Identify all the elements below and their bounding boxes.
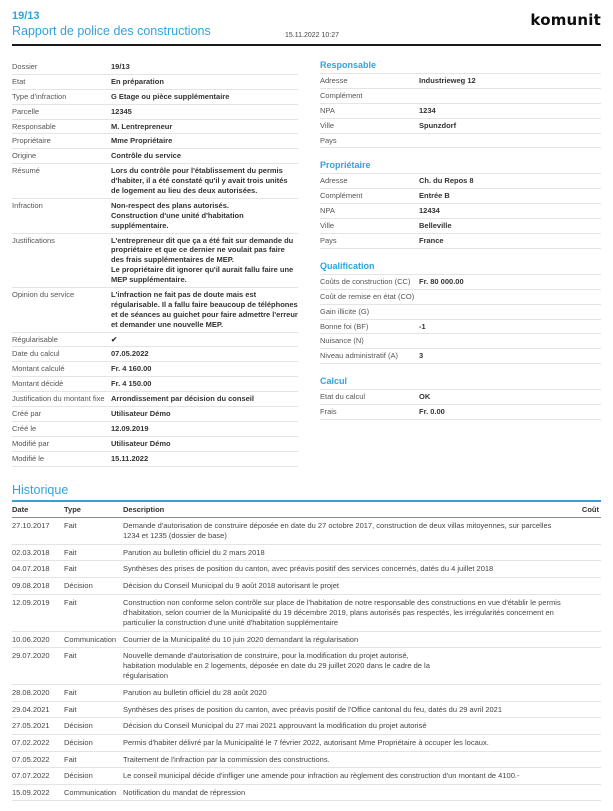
- history-type: Communication: [64, 631, 123, 648]
- field-label: Propriétaire: [12, 136, 51, 146]
- field-label: Coût de remise en état (CO): [320, 291, 415, 301]
- history-row: [12, 768, 601, 785]
- section-fields: [320, 390, 601, 420]
- field-value: [419, 292, 601, 302]
- field-row: [12, 347, 298, 362]
- field-value: M. Lentrepreneur: [111, 121, 173, 131]
- field-value: 15.11.2022: [111, 453, 149, 463]
- history-row: [12, 544, 601, 561]
- field-label: Créé le: [12, 423, 37, 433]
- history-description: Courrier de la Municipalité du 10 juin 2020 demandant la régularisation: [123, 631, 565, 648]
- field-value: En préparation: [111, 76, 164, 86]
- history-description: Synthèses des prises de position du canton, avec préavis positif de l'Office cantonal du feu, datés du 29 avril 2021: [123, 701, 565, 718]
- field-row: [320, 189, 601, 204]
- history-cost: [565, 561, 601, 578]
- info-section: [320, 261, 601, 364]
- field-value: Fr. 4 150.00: [111, 379, 152, 389]
- field-row: [12, 234, 298, 288]
- col-header-cost: Coût: [565, 502, 601, 518]
- history-description: Nouvelle demande d'autorisation de construire, pour la modification du projet autorisé, habitation modulable en 2 logements, déposée en date du 29 juillet 2020 dans le cadre de la régularisation: [123, 648, 565, 685]
- history-type: Fait: [64, 594, 123, 631]
- field-row: [12, 60, 298, 75]
- history-date: 27.05.2021: [12, 718, 64, 735]
- field-row: [12, 120, 298, 135]
- field-row: [320, 334, 601, 349]
- history-description: Parution au bulletin officiel du 28 août 2020: [123, 685, 565, 702]
- komunit-logo: komunit: [530, 11, 601, 29]
- field-value: Utilisateur Démo: [111, 409, 171, 419]
- field-row: [320, 390, 601, 405]
- field-label: Complément: [320, 90, 363, 100]
- history-description: Décision du Conseil Municipal du 9 août 2018 autorisant le projet: [123, 578, 565, 595]
- field-value: [419, 136, 601, 146]
- history-cost: [565, 784, 601, 801]
- history-cost: [565, 631, 601, 648]
- history-description: Traitement de l'infraction par la commission des constructions.: [123, 751, 565, 768]
- history-date: 15.09.2022: [12, 784, 64, 801]
- field-value: G Etage ou pièce supplémentaire: [111, 91, 230, 101]
- history-description: Construction non conforme selon contrôle sur place de l'habitation de notre responsable des constructions en vue d'établir le permis d'habitation, selon courrier de la Municipalité du 19 décembre 2019, plans autorisés pas respectés, les irrégularités concernent en particulier la construction d'une unité d'habitation supplémentaire: [123, 594, 565, 631]
- section-title: Responsable: [320, 60, 601, 74]
- history-row: [12, 518, 601, 545]
- field-value: Fr. 4 160.00: [111, 364, 152, 374]
- field-label: Parcelle: [12, 106, 40, 116]
- left-fields: [12, 60, 298, 467]
- field-row: [320, 134, 601, 149]
- history-rows: [12, 518, 601, 801]
- info-section: [320, 160, 601, 248]
- info-section: [320, 60, 601, 148]
- field-label: Ville: [320, 120, 335, 130]
- field-row: [12, 422, 298, 437]
- field-value: [419, 91, 601, 101]
- history-type: Fait: [64, 685, 123, 702]
- field-label: Pays: [320, 135, 337, 145]
- field-row: [12, 392, 298, 407]
- field-value: [419, 307, 601, 317]
- field-value: Utilisateur Démo: [111, 438, 171, 448]
- history-date: 28.08.2020: [12, 685, 64, 702]
- field-label: Modifié par: [12, 438, 50, 448]
- field-row: [12, 164, 298, 199]
- field-label: Justification du montant fixe: [12, 394, 105, 404]
- field-label: Etat: [12, 76, 26, 86]
- field-label: Responsable: [12, 121, 56, 131]
- field-value: Non-respect des plans autorisés. Construction d'une unité d'habitation supplémentaire.: [111, 200, 244, 230]
- field-value: Industrieweg 12: [419, 76, 476, 85]
- field-row: [320, 405, 601, 420]
- field-label: NPA: [320, 105, 335, 115]
- history-date: 07.02.2022: [12, 734, 64, 751]
- report-title: Rapport de police des constructions: [12, 23, 211, 38]
- field-label: Montant décidé: [12, 379, 64, 389]
- field-label: Frais: [320, 407, 337, 417]
- field-value: [419, 336, 601, 346]
- history-row: [12, 784, 601, 801]
- history-description: Le conseil municipal décide d'infliger une amende pour infraction au règlement des construction d'un montant de 4100.-: [123, 768, 565, 785]
- history-table: [12, 502, 601, 802]
- history-row: [12, 718, 601, 735]
- field-label: Niveau administratif (A): [320, 351, 398, 361]
- history-cost: [565, 718, 601, 735]
- field-row: [12, 134, 298, 149]
- history-row: [12, 594, 601, 631]
- history-date: 29.07.2020: [12, 648, 64, 685]
- history-row: [12, 734, 601, 751]
- field-label: Adresse: [320, 176, 348, 186]
- history-date: 09.08.2018: [12, 578, 64, 595]
- field-row: [320, 219, 601, 234]
- detail-columns: [12, 60, 601, 467]
- history-description: Décision du Conseil Municipal du 27 mai 2021 approuvant la modification du projet autorisé: [123, 718, 565, 735]
- field-value: 12434: [419, 206, 440, 216]
- info-section: [320, 376, 601, 420]
- history-row: [12, 561, 601, 578]
- field-label: Justifications: [12, 235, 55, 245]
- history-row: [12, 751, 601, 768]
- field-row: [12, 437, 298, 452]
- field-row: [12, 452, 298, 467]
- field-value: -1: [419, 321, 426, 331]
- field-row: [12, 149, 298, 164]
- field-row: [320, 174, 601, 189]
- field-label: NPA: [320, 206, 335, 216]
- field-value: L'entrepreneur dit que ça a été fait sur demande du propriétaire et que ce dernier ne voulait pas faire des frais supplémentaires de MEP. Le propriétaire dit ignorer qu'il aurait fallu faire une MEP supplémentaire.: [111, 235, 294, 285]
- history-type: Décision: [64, 768, 123, 785]
- field-value: 12.09.2019: [111, 423, 149, 433]
- section-title: Calcul: [320, 376, 601, 390]
- history-type: Décision: [64, 578, 123, 595]
- field-value: Spunzdorf: [419, 120, 457, 130]
- field-row: [320, 119, 601, 134]
- field-value: Fr. 0.00: [419, 407, 445, 417]
- field-value: ✔: [111, 334, 118, 344]
- field-value: Fr. 80 000.00: [419, 276, 464, 286]
- field-row: [320, 234, 601, 249]
- history-type: Fait: [64, 701, 123, 718]
- history-date: 27.10.2017: [12, 518, 64, 545]
- history-description: Permis d'habiter délivré par la Municipalité le 7 février 2022, autorisant Mme Propriétaire à occuper les locaux.: [123, 734, 565, 751]
- history-row: [12, 648, 601, 685]
- history-cost: [565, 768, 601, 785]
- history-row: [12, 631, 601, 648]
- history-description: Synthèses des prises de position du canton, avec préavis positif des services concernés, datés du 4 juillet 2018: [123, 561, 565, 578]
- field-label: Etat du calcul: [320, 392, 366, 402]
- history-cost: [565, 544, 601, 561]
- field-label: Dossier: [12, 62, 38, 71]
- history-section: [12, 483, 601, 802]
- history-date: 10.06.2020: [12, 631, 64, 648]
- field-label: Nuisance (N): [320, 336, 364, 346]
- col-header-date: Date: [12, 502, 64, 518]
- field-label: Bonne foi (BF): [320, 321, 369, 331]
- field-row: [12, 407, 298, 422]
- history-date: 07.05.2022: [12, 751, 64, 768]
- history-date: 12.09.2019: [12, 594, 64, 631]
- field-label: Complément: [320, 191, 363, 201]
- history-cost: [565, 648, 601, 685]
- field-value: OK: [419, 392, 431, 402]
- field-label: Modifié le: [12, 453, 45, 463]
- field-value: Entrée B: [419, 191, 450, 201]
- right-sections: [320, 60, 601, 432]
- field-value: 1234: [419, 105, 436, 115]
- field-row: [320, 349, 601, 364]
- field-label: Opinion du service: [12, 290, 75, 300]
- field-label: Coûts de construction (CC): [320, 276, 411, 286]
- field-label: Adresse: [320, 76, 348, 85]
- col-header-description: Description: [123, 502, 565, 518]
- field-row: [12, 333, 298, 348]
- field-value: Arrondissement par décision du conseil: [111, 394, 254, 404]
- field-row: [12, 75, 298, 90]
- field-value: Mme Propriétaire: [111, 136, 173, 146]
- history-cost: [565, 734, 601, 751]
- history-type: Fait: [64, 544, 123, 561]
- field-row: [12, 90, 298, 105]
- field-label: Pays: [320, 236, 337, 246]
- history-type: Communication: [64, 784, 123, 801]
- section-fields: [320, 275, 601, 364]
- field-row: [12, 288, 298, 333]
- field-row: [320, 320, 601, 335]
- history-description: Notification du mandat de répression: [123, 784, 565, 801]
- field-row: [320, 89, 601, 104]
- field-row: [320, 305, 601, 320]
- history-cost: [565, 701, 601, 718]
- history-cost: [565, 751, 601, 768]
- field-row: [320, 74, 601, 89]
- field-row: [12, 362, 298, 377]
- field-value: Contrôle du service: [111, 151, 182, 161]
- field-value: 19/13: [111, 62, 130, 71]
- field-value: 07.05.2022: [111, 349, 149, 359]
- section-fields: [320, 174, 601, 248]
- history-cost: [565, 594, 601, 631]
- col-header-type: Type: [64, 502, 123, 518]
- history-row: [12, 578, 601, 595]
- field-row: [320, 204, 601, 219]
- history-type: Fait: [64, 561, 123, 578]
- field-row: [12, 105, 298, 120]
- field-value: 3: [419, 351, 424, 361]
- history-cost: [565, 578, 601, 595]
- field-label: Origine: [12, 151, 37, 161]
- history-header-row: [12, 502, 601, 518]
- section-title: Qualification: [320, 261, 601, 275]
- field-label: Résumé: [12, 166, 40, 176]
- history-type: Décision: [64, 718, 123, 735]
- field-row: [320, 104, 601, 119]
- field-value: Lors du contrôle pour l'établissement du permis d'habiter, il a été constaté qu'il y avait trois unités de logement au lieu des deux autorisées.: [111, 166, 288, 196]
- field-value: Belleville: [419, 221, 452, 231]
- history-cost: [565, 685, 601, 702]
- field-label: Régularisable: [12, 334, 58, 344]
- history-row: [12, 701, 601, 718]
- section-title: Propriétaire: [320, 160, 601, 174]
- field-label: Créé par: [12, 409, 42, 419]
- history-description: Demande d'autorisation de construire déposée en date du 27 octobre 2017, construction de deux villas mitoyennes, sur parcelles 1234 et 1235 (dossier de base): [123, 518, 565, 545]
- field-row: [12, 377, 298, 392]
- print-datetime: 15.11.2022 10:27: [285, 32, 339, 39]
- field-row: [320, 290, 601, 305]
- history-description: Parution au bulletin officiel du 2 mars 2018: [123, 544, 565, 561]
- history-date: 02.03.2018: [12, 544, 64, 561]
- field-row: [12, 199, 298, 234]
- field-label: Infraction: [12, 200, 43, 210]
- history-type: Fait: [64, 751, 123, 768]
- field-value: Ch. du Repos 8: [419, 176, 474, 186]
- field-label: Gain illicite (G): [320, 306, 370, 316]
- section-fields: [320, 74, 601, 148]
- history-date: 29.04.2021: [12, 701, 64, 718]
- field-row: [320, 275, 601, 290]
- field-value: L'infraction ne fait pas de doute mais est régularisable. Il a fallu faire beaucoup de téléphones et de séances au guichet pour faire admettre l'erreur et demander une nouvelle MEP.: [111, 290, 298, 329]
- history-date: 04.07.2018: [12, 561, 64, 578]
- field-value: 12345: [111, 106, 132, 116]
- history-type: Fait: [64, 648, 123, 685]
- field-label: Date du calcul: [12, 349, 60, 359]
- history-date: 07.07.2022: [12, 768, 64, 785]
- history-cost: [565, 518, 601, 545]
- field-label: Type d'infraction: [12, 91, 67, 101]
- history-type: Décision: [64, 734, 123, 751]
- field-label: Ville: [320, 221, 335, 231]
- field-value: France: [419, 236, 444, 246]
- field-label: Montant calculé: [12, 364, 65, 374]
- report-header: [12, 10, 601, 46]
- history-type: Fait: [64, 518, 123, 545]
- history-title: Historique: [12, 483, 601, 502]
- history-row: [12, 685, 601, 702]
- dossier-number: 19/13: [12, 10, 40, 22]
